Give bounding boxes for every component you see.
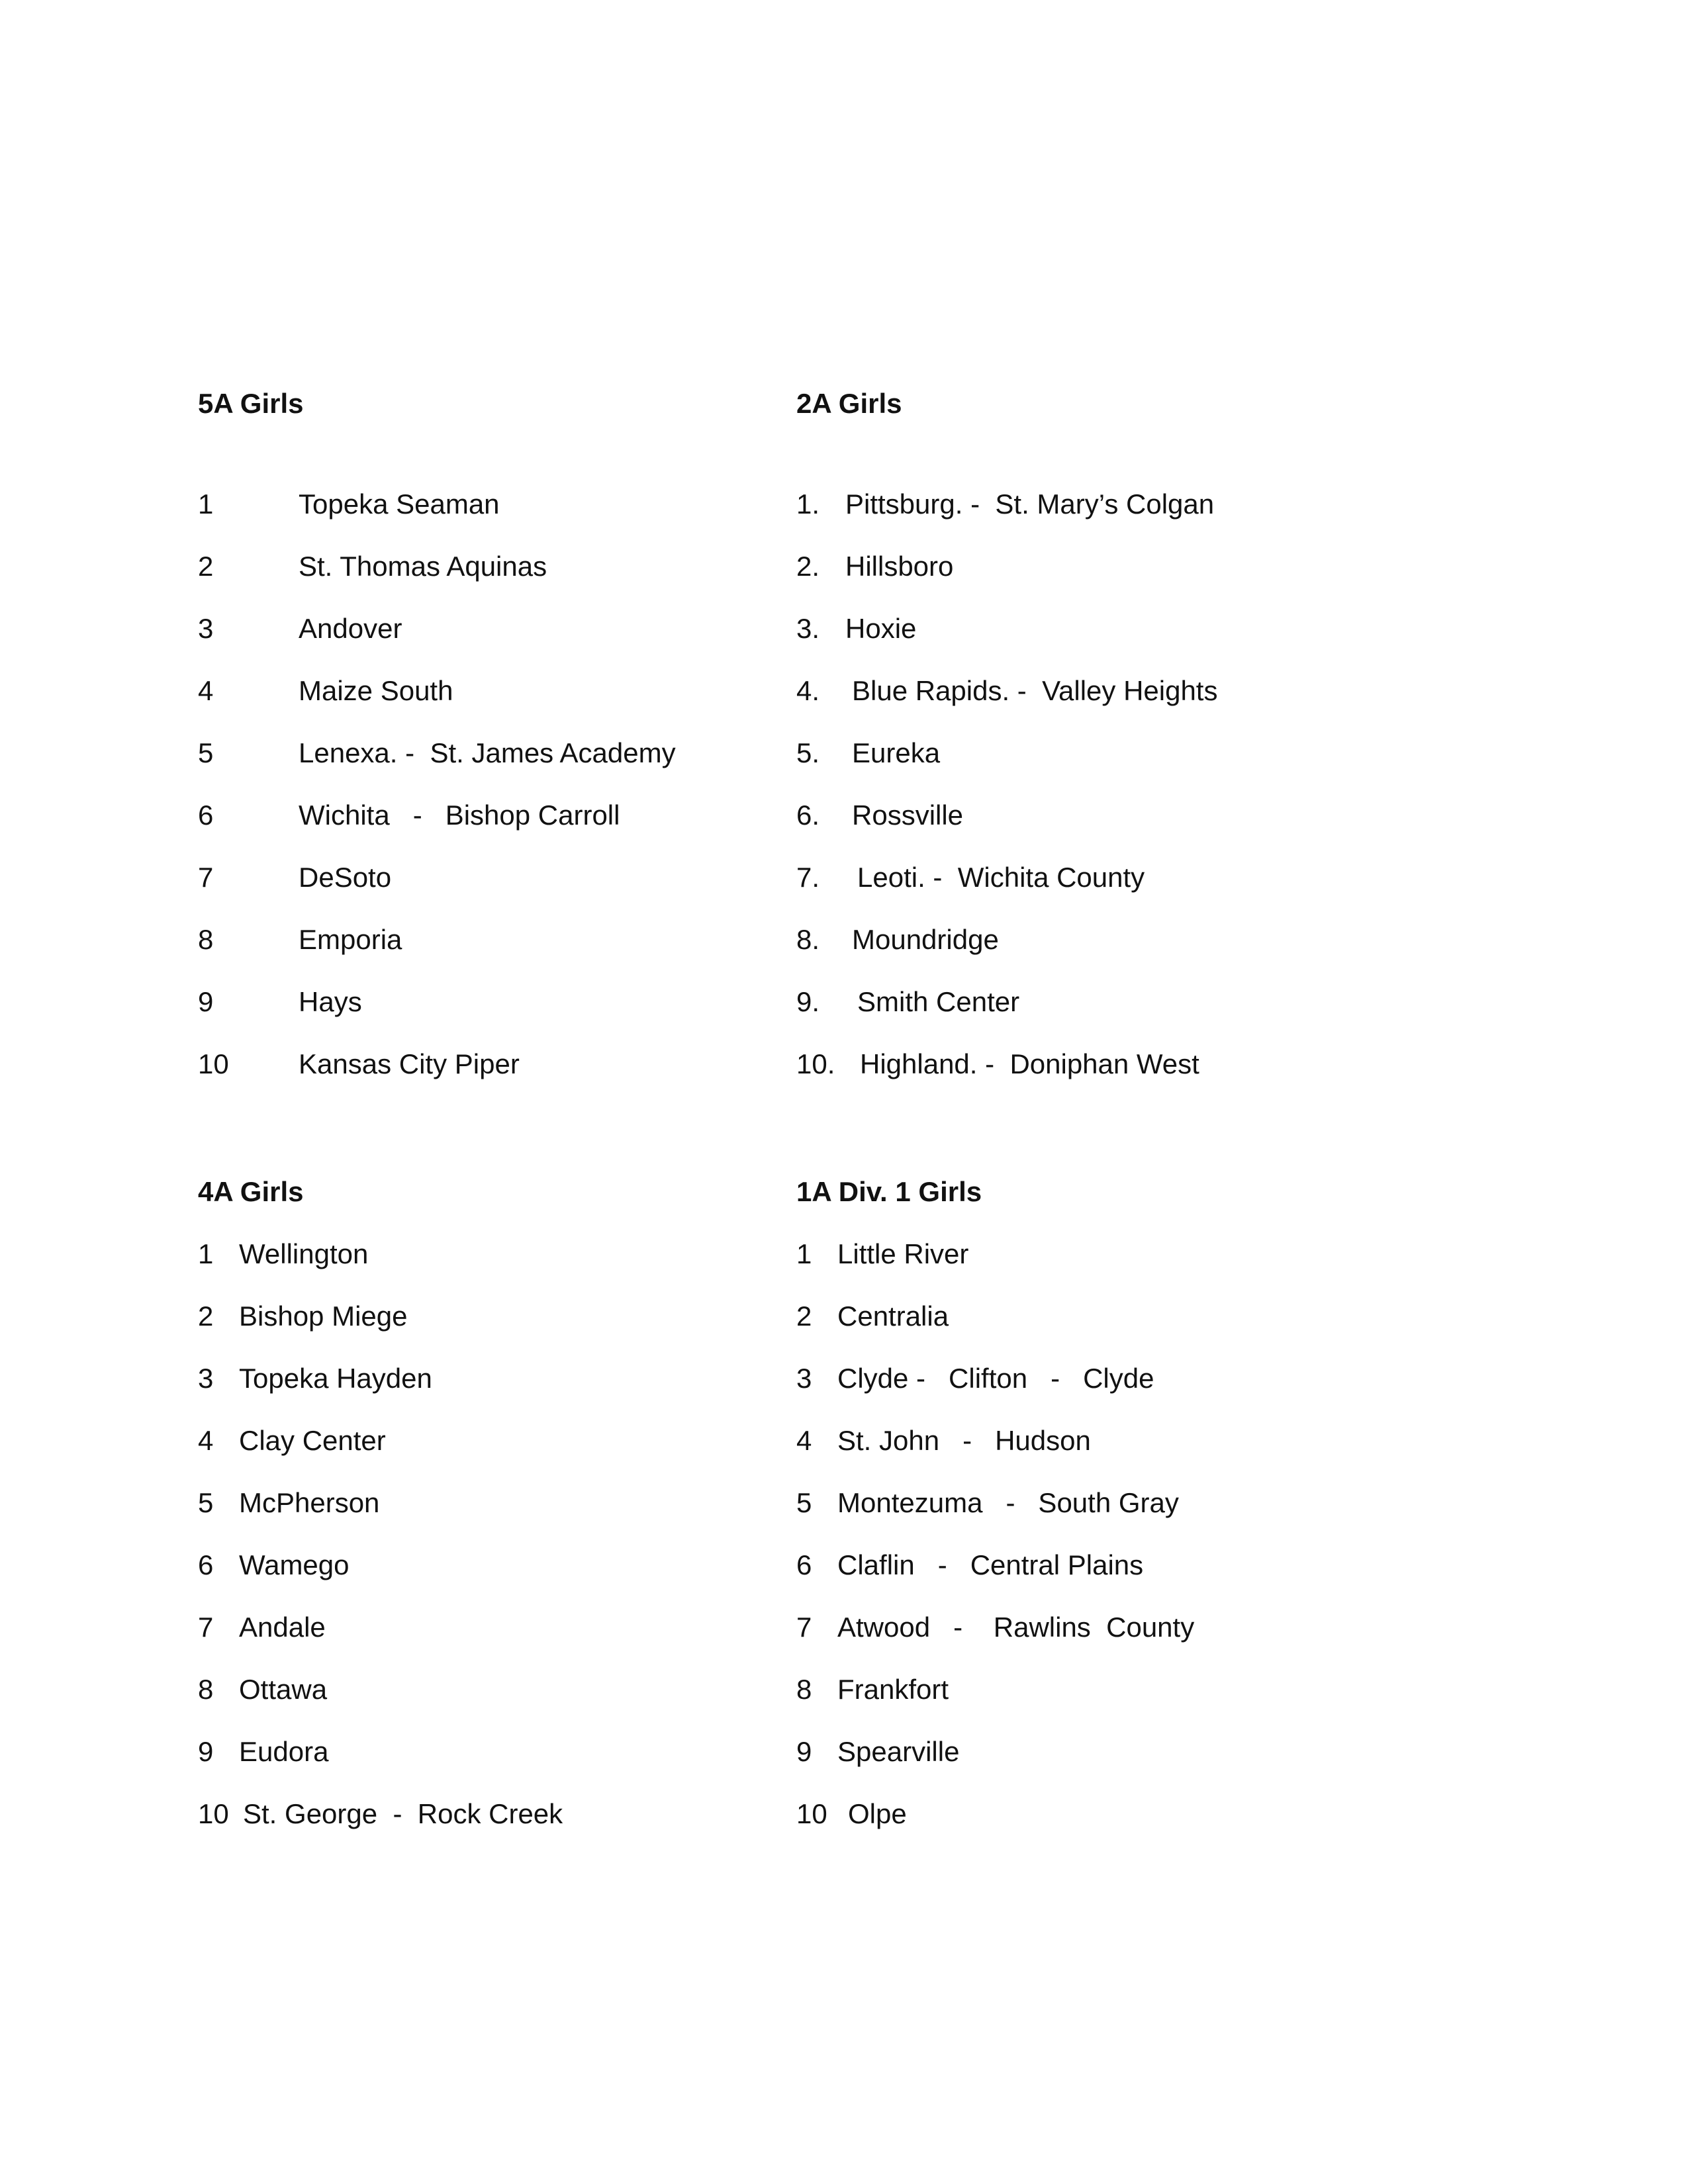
- rank-number: 6: [198, 799, 214, 831]
- rank-number: 6.: [796, 799, 820, 831]
- section-heading-1a-div1-girls: 1A Div. 1 Girls: [796, 1176, 982, 1207]
- team-name: Frankfort: [837, 1674, 949, 1705]
- team-name: Smith Center: [857, 986, 1020, 1017]
- ranking-row: [796, 612, 1339, 674]
- rank-number: 9: [198, 986, 214, 1017]
- team-name: St. George - Rock Creek: [243, 1798, 563, 1829]
- rank-number: 1: [796, 1238, 812, 1269]
- rank-number: 7: [796, 1612, 812, 1643]
- team-name: Ottawa: [239, 1674, 328, 1705]
- rank-number: 2: [198, 1300, 214, 1332]
- ranking-row: [796, 1797, 1339, 1860]
- ranking-row: [796, 985, 1339, 1048]
- rank-number: 9.: [796, 986, 820, 1017]
- team-name: Maize South: [299, 675, 453, 706]
- team-name: Eudora: [239, 1736, 329, 1767]
- ranking-row: [198, 488, 741, 550]
- rankings-5a-girls: [198, 387, 741, 1110]
- ranking-row: [198, 1362, 741, 1424]
- rank-number: 5: [796, 1487, 812, 1518]
- team-name: Olpe: [848, 1798, 907, 1829]
- ranking-list-1a-div1: [796, 1238, 1339, 1860]
- team-name: Centralia: [837, 1300, 949, 1332]
- rank-number: 8: [198, 1674, 214, 1705]
- team-name: St. John - Hudson: [837, 1425, 1091, 1456]
- team-name: Little River: [837, 1238, 969, 1269]
- ranking-row: [198, 1673, 741, 1735]
- ranking-row: [198, 1797, 741, 1860]
- rankings-4a-girls: [198, 1175, 741, 1860]
- ranking-row: [796, 1735, 1339, 1797]
- ranking-row: [796, 1238, 1339, 1300]
- ranking-row: [198, 1424, 741, 1486]
- team-name: Topeka Hayden: [239, 1363, 432, 1394]
- rank-number: 6: [198, 1549, 214, 1580]
- team-name: Lenexa. - St. James Academy: [299, 737, 676, 768]
- rank-number: 3: [796, 1363, 812, 1394]
- ranking-row: [198, 1549, 741, 1611]
- ranking-row: [198, 550, 741, 612]
- team-name: Hays: [299, 986, 362, 1017]
- team-name: St. Thomas Aquinas: [299, 551, 547, 582]
- team-name: Montezuma - South Gray: [837, 1487, 1179, 1518]
- team-name: Wellington: [239, 1238, 369, 1269]
- rank-number: 2.: [796, 551, 820, 582]
- section-heading-2a-girls: 2A Girls: [796, 388, 902, 419]
- rankings-2a-girls: [796, 387, 1339, 1110]
- rank-number: 1.: [796, 488, 820, 520]
- ranking-row: [796, 737, 1339, 799]
- ranking-row: [198, 1300, 741, 1362]
- rank-number: 10: [796, 1798, 827, 1829]
- ranking-row: [796, 1486, 1339, 1549]
- ranking-row: [198, 985, 741, 1048]
- ranking-row: [198, 1486, 741, 1549]
- rank-number: 2: [796, 1300, 812, 1332]
- rank-number: 9: [198, 1736, 214, 1767]
- ranking-row: [796, 1362, 1339, 1424]
- rank-number: 8: [198, 924, 214, 955]
- section-heading-5a-girls: 5A Girls: [198, 388, 304, 419]
- ranking-row: [796, 799, 1339, 861]
- ranking-list-4a: [198, 1238, 741, 1860]
- team-name: McPherson: [239, 1487, 380, 1518]
- rank-number: 2: [198, 551, 214, 582]
- ranking-row: [198, 1048, 741, 1110]
- team-name: Emporia: [299, 924, 402, 955]
- rank-number: 5.: [796, 737, 820, 768]
- rankings-1a-div1-girls: [796, 1175, 1339, 1860]
- team-name: Wamego: [239, 1549, 350, 1580]
- ranking-row: [796, 1424, 1339, 1486]
- ranking-row: [796, 1549, 1339, 1611]
- team-name: Clay Center: [239, 1425, 386, 1456]
- rank-number: 1: [198, 1238, 214, 1269]
- team-name: Wichita - Bishop Carroll: [299, 799, 620, 831]
- team-name: DeSoto: [299, 862, 392, 893]
- team-name: Leoti. - Wichita County: [857, 862, 1145, 893]
- ranking-row: [198, 674, 741, 737]
- team-name: Eureka: [852, 737, 941, 768]
- rank-number: 3: [198, 613, 214, 644]
- section-heading-4a-girls: 4A Girls: [198, 1176, 304, 1207]
- rank-number: 10.: [796, 1048, 835, 1079]
- team-name: Clyde - Clifton - Clyde: [837, 1363, 1154, 1394]
- team-name: Highland. - Doniphan West: [860, 1048, 1199, 1079]
- rank-number: 8: [796, 1674, 812, 1705]
- ranking-row: [198, 1238, 741, 1300]
- ranking-list-2a: [796, 488, 1339, 1110]
- rank-number: 7.: [796, 862, 820, 893]
- rank-number: 3: [198, 1363, 214, 1394]
- ranking-row: [796, 1048, 1339, 1110]
- team-name: Andale: [239, 1612, 326, 1643]
- rank-number: 5: [198, 1487, 214, 1518]
- rank-number: 8.: [796, 924, 820, 955]
- ranking-row: [198, 1735, 741, 1797]
- rank-number: 4.: [796, 675, 820, 706]
- team-name: Blue Rapids. - Valley Heights: [852, 675, 1218, 706]
- ranking-row: [796, 1611, 1339, 1673]
- ranking-row: [796, 488, 1339, 550]
- ranking-row: [198, 1611, 741, 1673]
- rank-number: 3.: [796, 613, 820, 644]
- ranking-row: [796, 1673, 1339, 1735]
- team-name: Topeka Seaman: [299, 488, 500, 520]
- ranking-row: [796, 550, 1339, 612]
- rank-number: 9: [796, 1736, 812, 1767]
- ranking-row: [198, 861, 741, 923]
- team-name: Hillsboro: [845, 551, 954, 582]
- ranking-row: [796, 674, 1339, 737]
- rank-number: 7: [198, 862, 214, 893]
- rank-number: 7: [198, 1612, 214, 1643]
- team-name: Andover: [299, 613, 402, 644]
- rank-number: 4: [198, 1425, 214, 1456]
- ranking-row: [796, 923, 1339, 985]
- ranking-row: [796, 861, 1339, 923]
- rank-number: 1: [198, 488, 214, 520]
- ranking-list-5a: [198, 488, 741, 1110]
- team-name: Hoxie: [845, 613, 917, 644]
- rank-number: 6: [796, 1549, 812, 1580]
- team-name: Pittsburg. - St. Mary’s Colgan: [845, 488, 1215, 520]
- ranking-row: [198, 799, 741, 861]
- rank-number: 10: [198, 1798, 229, 1829]
- team-name: Claflin - Central Plains: [837, 1549, 1144, 1580]
- team-name: Bishop Miege: [239, 1300, 408, 1332]
- team-name: Spearville: [837, 1736, 960, 1767]
- ranking-row: [198, 737, 741, 799]
- team-name: Atwood - Rawlins County: [837, 1612, 1195, 1643]
- rank-number: 10: [198, 1048, 229, 1079]
- ranking-row: [796, 1300, 1339, 1362]
- ranking-row: [198, 612, 741, 674]
- rank-number: 4: [796, 1425, 812, 1456]
- team-name: Kansas City Piper: [299, 1048, 520, 1079]
- team-name: Moundridge: [852, 924, 999, 955]
- rank-number: 5: [198, 737, 214, 768]
- ranking-row: [198, 923, 741, 985]
- rank-number: 4: [198, 675, 214, 706]
- team-name: Rossville: [852, 799, 964, 831]
